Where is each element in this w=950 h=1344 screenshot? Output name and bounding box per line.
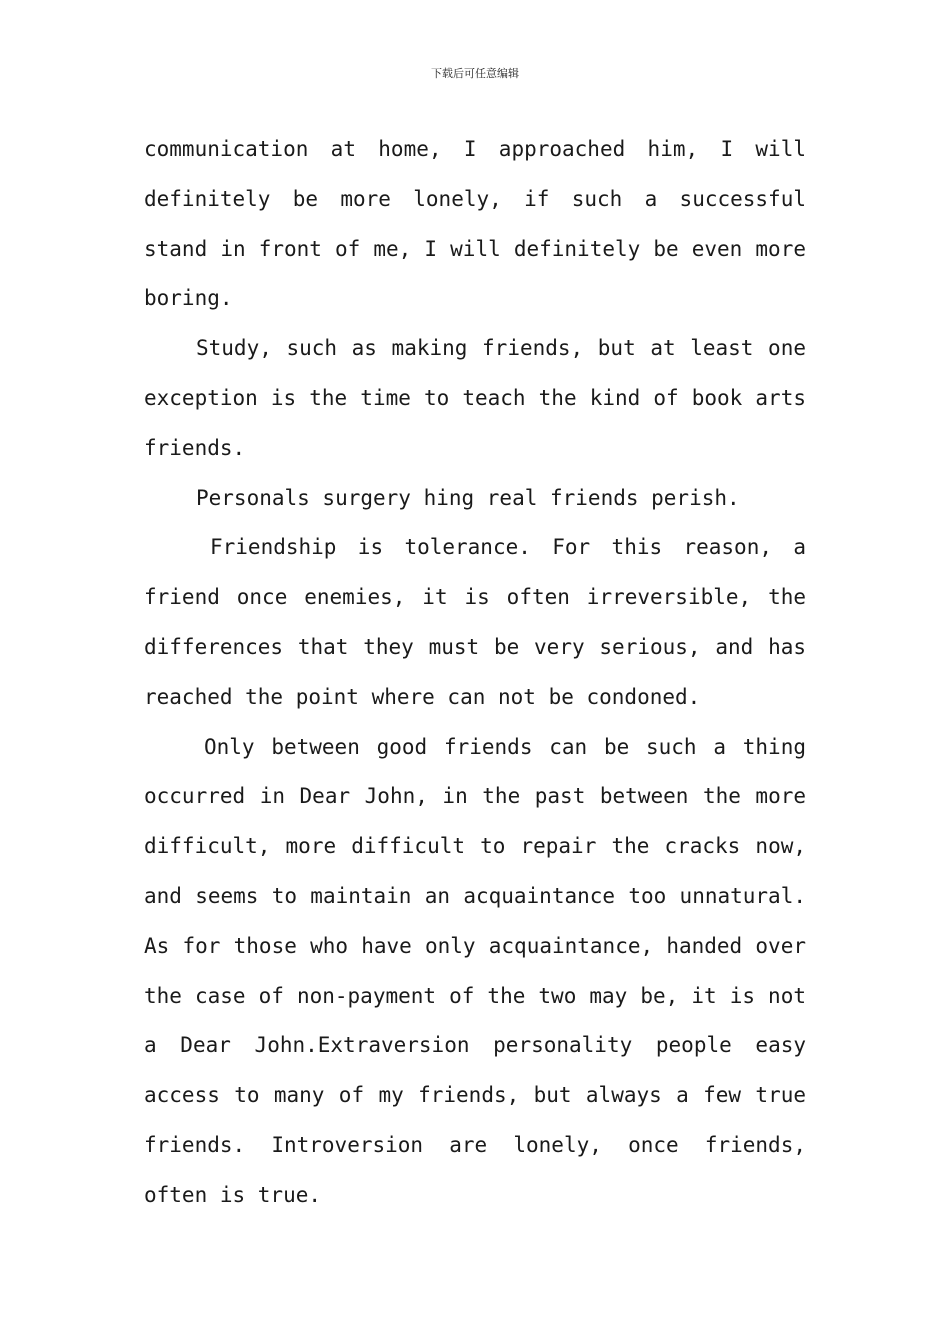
paragraph: Friendship is tolerance. For this reason, a friend once enemies, it is often irreversible, the differences that they must be very serious, and has reached the point where can not be condoned.: [144, 535, 806, 709]
paragraph: Only between good friends can be such a thing occurred in Dear John, in the past between the more difficult, more difficult to repair the cracks now, and seems to maintain an acquaintance too unnatural. As for those who have only acquaintance, handed over the case of non-payment of the two may be, it is not a Dear John.Extraversion personality people easy access to many of my friends, but always a few true friends. Introversion are lonely, once friends, often is true.: [144, 734, 806, 1207]
paragraph: communication at home, I approached him, I will definitely be more lonely, if such a successful stand in front of me, I will definitely be even more boring.: [144, 137, 806, 311]
page-header: 下载后可任意编辑: [431, 67, 519, 80]
paragraph: Personals surgery hing real friends perish.: [196, 485, 740, 510]
document-body: [144, 125, 806, 1221]
paragraph: Study, such as making friends, but at least one exception is the time to teach the kind of book arts friends.: [144, 336, 806, 460]
